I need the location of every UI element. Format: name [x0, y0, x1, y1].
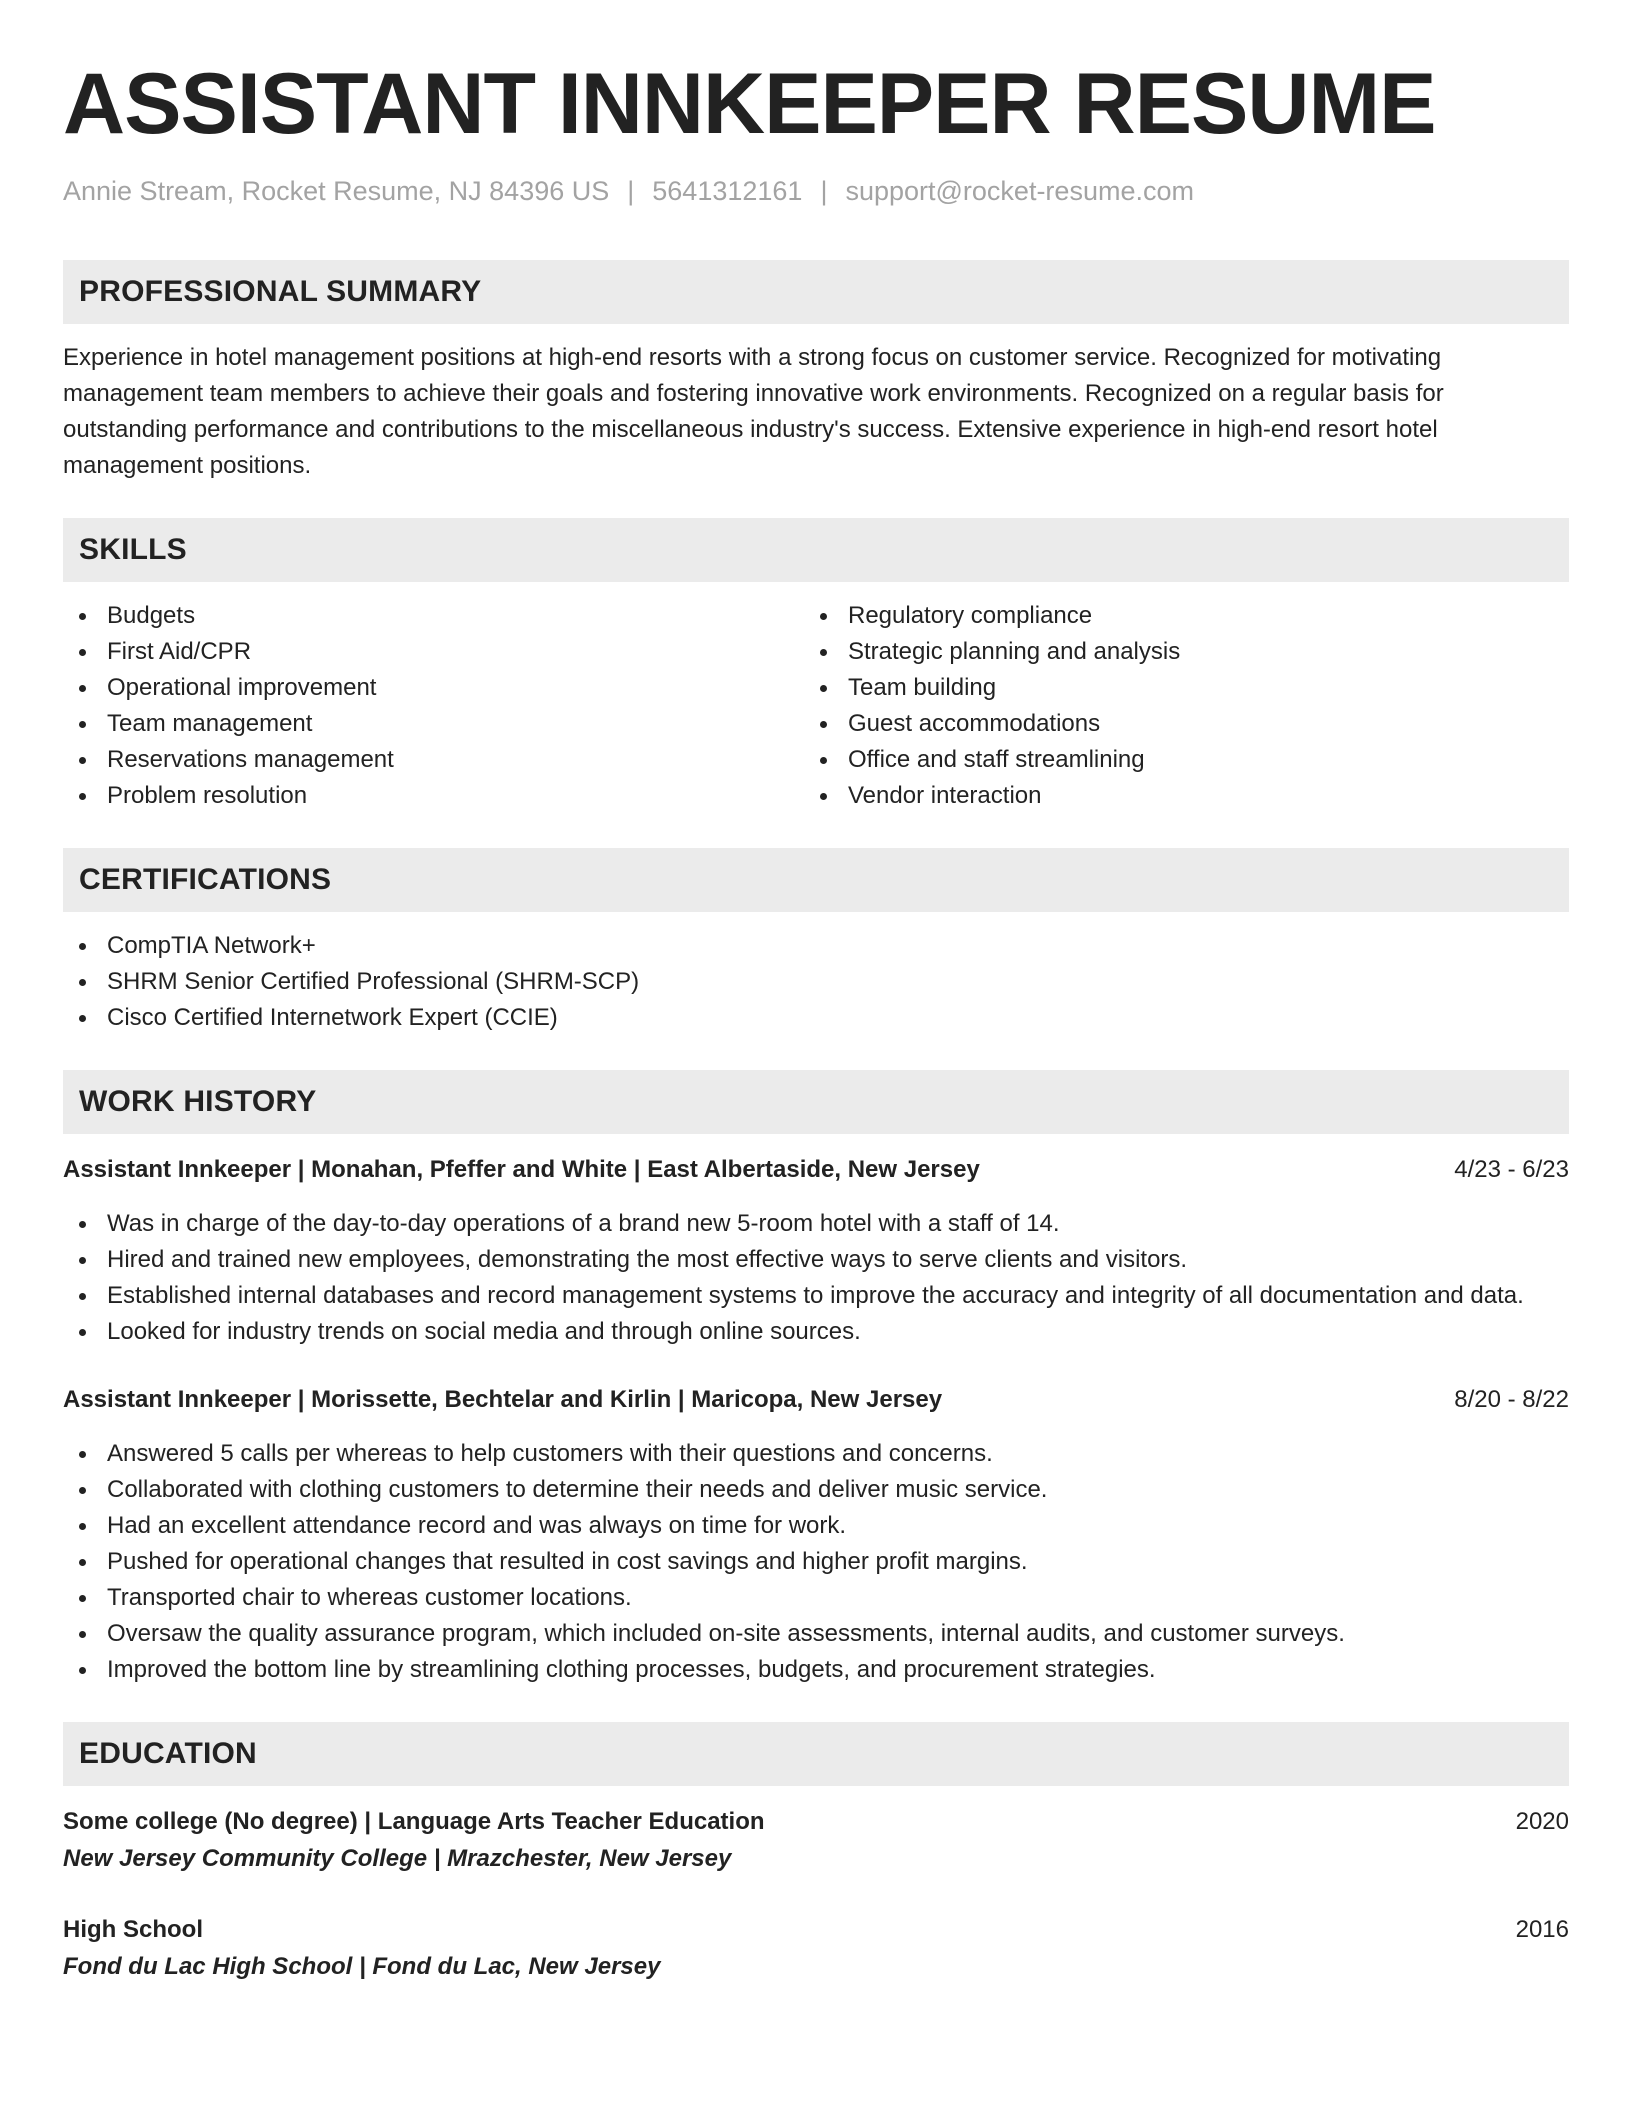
- job-header: [63, 1152, 1569, 1188]
- job-bullet: Hired and trained new employees, demonstrating the most effective ways to serve clients and visitors.: [63, 1242, 1569, 1278]
- contact-line: [63, 174, 1569, 208]
- certification-item: CompTIA Network+: [63, 928, 1569, 964]
- job-title: Assistant Innkeeper | Monahan, Pfeffer and White | East Albertaside, New Jersey: [63, 1156, 980, 1183]
- section-heading-skills: SKILLS: [63, 518, 1569, 582]
- certification-item: Cisco Certified Internetwork Expert (CCIE): [63, 1000, 1569, 1036]
- job-bullet: Answered 5 calls per whereas to help customers with their questions and concerns.: [63, 1436, 1569, 1472]
- education-year: 2020: [1515, 1808, 1569, 1835]
- summary-text: Experience in hotel management positions at high-end resorts with a strong focus on customer service. Recognized for motivating management team members to achieve their goals and fostering innovative work environments. Recognized on a regular basis for outstanding performance and contributions to the miscellaneous industry's success. Extensive experience in high-end resort hotel management positions.: [63, 344, 1444, 479]
- job-bullet: Had an excellent attendance record and was always on time for work.: [63, 1508, 1569, 1544]
- job-bullet: Oversaw the quality assurance program, which included on-site assessments, internal audits, and customer surveys.: [63, 1616, 1569, 1652]
- education-degree: High School: [63, 1916, 203, 1943]
- job-bullet: Looked for industry trends on social media and through online sources.: [63, 1314, 1569, 1350]
- skill-item: Guest accommodations: [804, 706, 1545, 742]
- job-bullets: [63, 1436, 1569, 1688]
- section-heading-certifications: CERTIFICATIONS: [63, 848, 1569, 912]
- skill-item: Problem resolution: [63, 778, 804, 814]
- job-bullet: Transported chair to whereas customer locations.: [63, 1580, 1569, 1616]
- education-school: New Jersey Community College | Mrazchester, New Jersey: [63, 1845, 732, 1872]
- resume-title: ASSISTANT INNKEEPER RESUME: [63, 56, 1436, 152]
- section-heading-work-history: WORK HISTORY: [63, 1070, 1569, 1134]
- job-bullet: Collaborated with clothing customers to determine their needs and deliver music service.: [63, 1472, 1569, 1508]
- skill-item: Strategic planning and analysis: [804, 634, 1545, 670]
- contact-address: Annie Stream, Rocket Resume, NJ 84396 US: [63, 176, 610, 206]
- certifications-list: [63, 928, 1569, 1036]
- job-bullet: Was in charge of the day-to-day operations of a brand new 5-room hotel with a staff of 14.: [63, 1206, 1569, 1242]
- section-heading-summary: PROFESSIONAL SUMMARY: [63, 260, 1569, 324]
- job-bullet: Established internal databases and record management systems to improve the accuracy and integrity of all documentation and data.: [63, 1278, 1569, 1314]
- skills-column-left: [63, 598, 804, 814]
- job-entry: [63, 1382, 1569, 1688]
- job-header: [63, 1382, 1569, 1418]
- job-bullet: Improved the bottom line by streamlining clothing processes, budgets, and procurement strategies.: [63, 1652, 1569, 1688]
- skill-item: First Aid/CPR: [63, 634, 804, 670]
- skill-item: Vendor interaction: [804, 778, 1545, 814]
- skills-list: [63, 598, 1569, 814]
- contact-separator: |: [820, 176, 828, 206]
- section-heading-education: EDUCATION: [63, 1722, 1569, 1786]
- job-bullet: Pushed for operational changes that resulted in cost savings and higher profit margins.: [63, 1544, 1569, 1580]
- job-date: 4/23 - 6/23: [1454, 1156, 1569, 1183]
- skill-item: Team building: [804, 670, 1545, 706]
- skill-item: Operational improvement: [63, 670, 804, 706]
- education-entry: [63, 1804, 1569, 1878]
- education-degree: Some college (No degree) | Language Arts Teacher Education: [63, 1808, 765, 1835]
- skills-column-right: [804, 598, 1545, 814]
- job-entry: [63, 1152, 1569, 1350]
- job-title: Assistant Innkeeper | Morissette, Bechtelar and Kirlin | Maricopa, New Jersey: [63, 1386, 943, 1413]
- job-date: 8/20 - 8/22: [1454, 1386, 1569, 1413]
- contact-separator: |: [627, 176, 635, 206]
- contact-email: support@rocket-resume.com: [845, 176, 1194, 206]
- contact-phone: 5641312161: [652, 176, 803, 206]
- education-header: [63, 1804, 1569, 1840]
- skill-item: Budgets: [63, 598, 804, 634]
- certification-item: SHRM Senior Certified Professional (SHRM-SCP): [63, 964, 1569, 1000]
- skill-item: Office and staff streamlining: [804, 742, 1545, 778]
- job-bullets: [63, 1206, 1569, 1350]
- education-header: [63, 1912, 1569, 1948]
- education-entry: [63, 1912, 1569, 1986]
- skill-item: Team management: [63, 706, 804, 742]
- skill-item: Reservations management: [63, 742, 804, 778]
- education-school: Fond du Lac High School | Fond du Lac, New Jersey: [63, 1953, 661, 1980]
- education-year: 2016: [1515, 1916, 1569, 1943]
- skill-item: Regulatory compliance: [804, 598, 1545, 634]
